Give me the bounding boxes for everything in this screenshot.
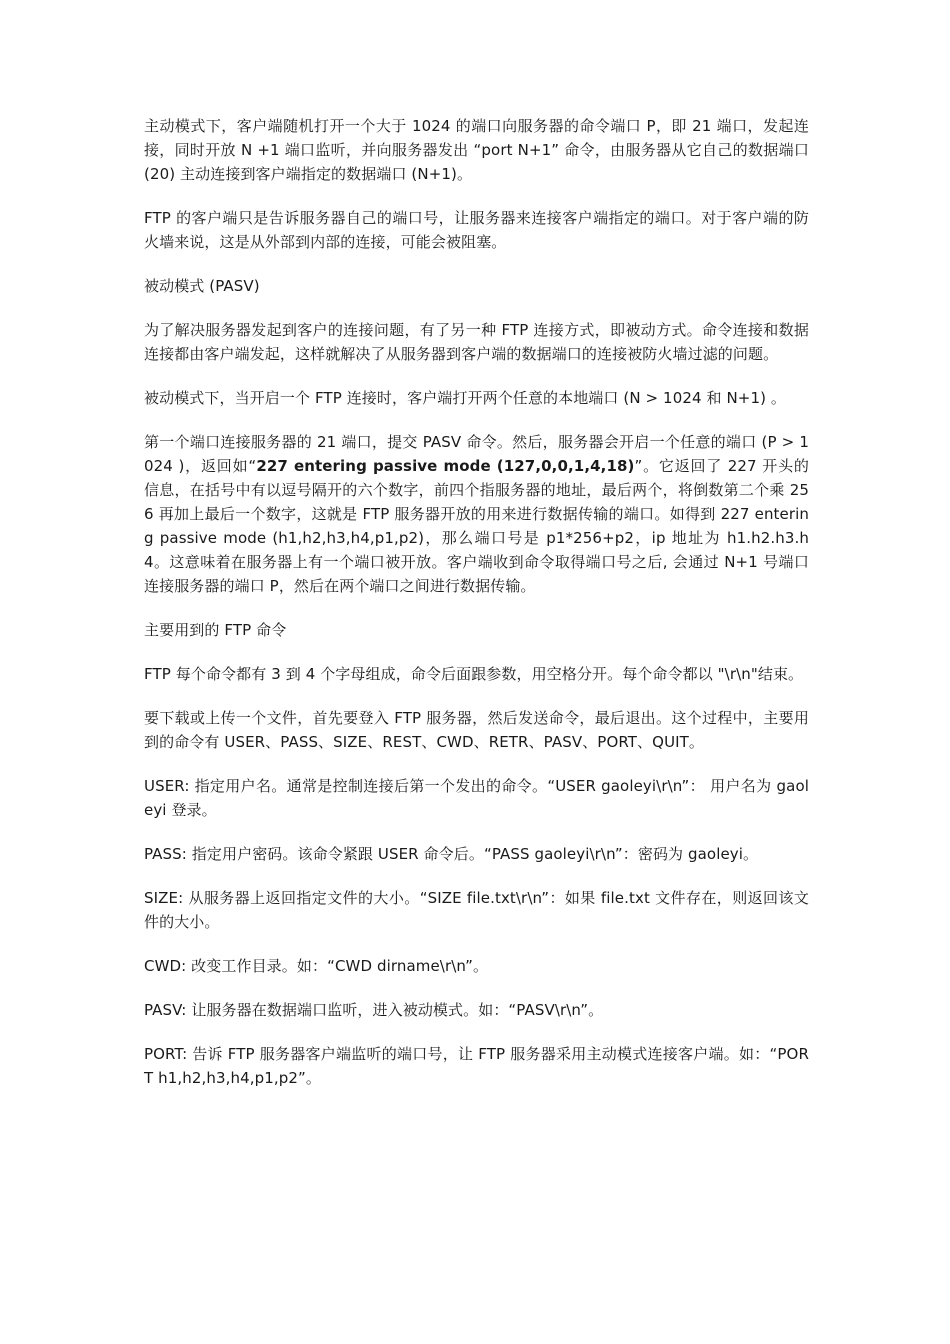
paragraph-pass-command: PASS: 指定用户密码。该命令紧跟 USER 命令后。“PASS gaoleyi\r\n”：密码为 gaoleyi。 [144, 845, 759, 863]
pasv-response-bold: 227 entering passive mode (127,0,0,1,4,18) [256, 457, 635, 475]
heading-passive-mode: 被动模式 (PASV) [144, 277, 260, 295]
paragraph-passive-intro: 为了解决服务器发起到客户的连接问题，有了另一种 FTP 连接方式，即被动方式。命令连接和数据连接都由客户端发起，这样就解决了从服务器到客户端的数据端口的连接被防火墙过滤的问题。 [144, 321, 809, 363]
paragraph-pasv-response [144, 430, 809, 598]
paragraph-passive-ports: 被动模式下，当开启一个 FTP 连接时，客户端打开两个任意的本地端口 (N > 1024 和 N+1) 。 [144, 389, 787, 407]
pasv-text-before: 第一个端口连接服务器的 21 端口，提交 PASV 命令。然后，服务器会开启一个任意的端口 (P > 1024 )，返回如“ [144, 433, 809, 475]
document-body [144, 114, 809, 1090]
paragraph-active-mode: 主动模式下，客户端随机打开一个大于 1024 的端口向服务器的命令端口 P，即 21 端口，发起连接，同时开放 N +1 端口监听，并向服务器发出 “port N+1” 命令，由服务器从它自己的数据端口 (20) 主动连接到客户端指定的数据端口 (N+1)。 [144, 117, 810, 183]
paragraph-size-command: SIZE: 从服务器上返回指定文件的大小。“SIZE file.txt\r\n”：如果 file.txt 文件存在，则返回该文件的大小。 [144, 889, 809, 931]
paragraph-cwd-command: CWD: 改变工作目录。如：“CWD dirname\r\n”。 [144, 957, 489, 975]
paragraph-pasv-command: PASV: 让服务器在数据端口监听，进入被动模式。如：“PASV\r\n”。 [144, 1001, 604, 1019]
paragraph-ftp-client-port: FTP 的客户端只是告诉服务器自己的端口号，让服务器来连接客户端指定的端口。对于客户端的防火墙来说，这是从外部到内部的连接，可能会被阻塞。 [144, 209, 809, 251]
paragraph-user-command: USER: 指定用户名。通常是控制连接后第一个发出的命令。“USER gaoleyi\r\n”： 用户名为 gaoleyi 登录。 [144, 777, 809, 819]
paragraph-command-format: FTP 每个命令都有 3 到 4 个字母组成，命令后面跟参数，用空格分开。每个命令都以 "\r\n"结束。 [144, 665, 804, 683]
paragraph-port-command: PORT: 告诉 FTP 服务器客户端监听的端口号，让 FTP 服务器采用主动模式连接客户端。如：“PORT h1,h2,h3,h4,p1,p2”。 [144, 1045, 809, 1087]
paragraph-command-list: 要下载或上传一个文件，首先要登入 FTP 服务器，然后发送命令，最后退出。这个过程中，主要用到的命令有 USER、PASS、SIZE、REST、CWD、RETR、PASV、PORT、QUIT。 [144, 709, 809, 751]
pasv-text-after: ”。它返回了 227 开头的信息，在括号中有以逗号隔开的六个数字，前四个指服务器的地址，最后两个，将倒数第二个乘 256 再加上最后一个数字，这就是 FTP 服务器开放的用来进行数据传输的端口。如得到 227 entering passive mode (h1,h2,h3,h4,p1,p2)，那么端口号是 p1*256+p2，ip 地址为 h1.h2.h3.h4。这意味着在服务器上有一个端口被开放。客户端收到命令取得端口号之后, 会通过 N+1 号端口连接服务器的端口 P，然后在两个端口之间进行数据传输。 [144, 457, 809, 595]
heading-ftp-commands: 主要用到的 FTP 命令 [144, 621, 287, 639]
